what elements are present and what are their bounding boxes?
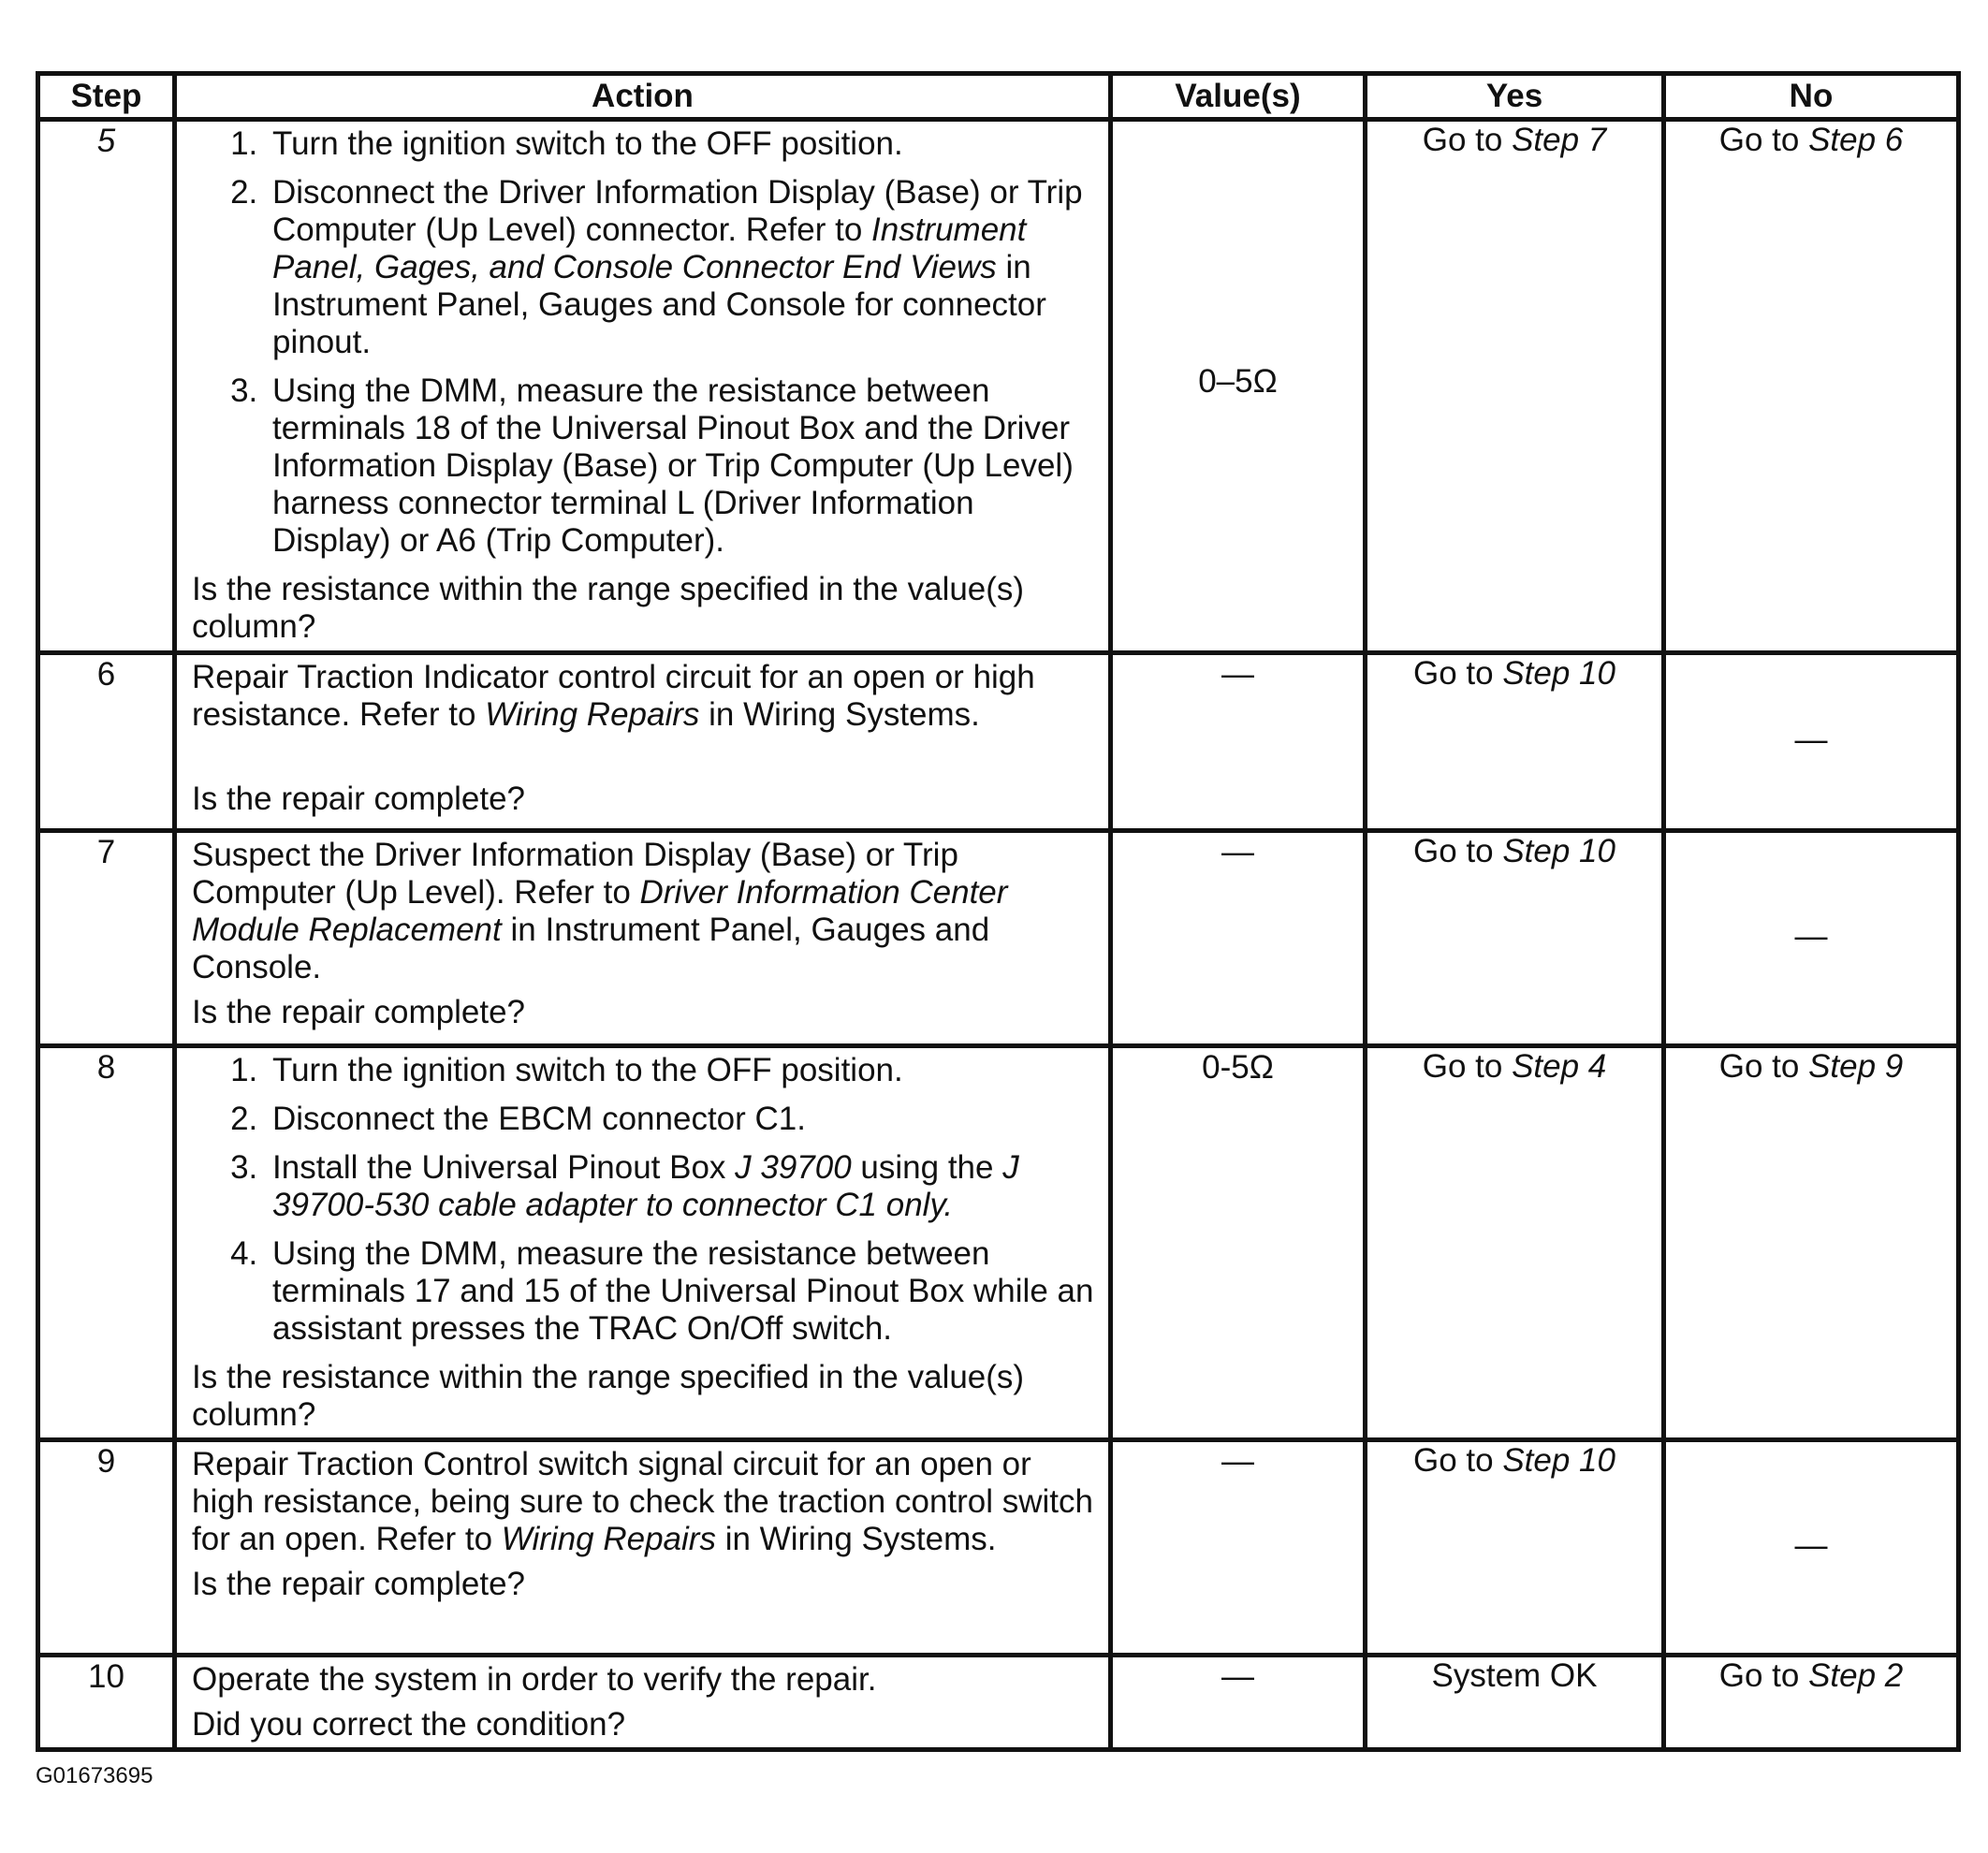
action-cell bbox=[175, 120, 1111, 653]
step-number: 6 bbox=[38, 653, 175, 831]
header-step: Step bbox=[38, 74, 175, 120]
step-number: 7 bbox=[38, 831, 175, 1046]
no-value: — bbox=[1664, 653, 1959, 831]
no-value: — bbox=[1664, 1440, 1959, 1656]
list-item: 2. Disconnect the Driver Information Display (Base) or Trip Computer (Up Level) connector. Refer to Instrument Panel, Gages, and Console Connector End Views in Instrument Panel, Gauges and Console for connector pinout. bbox=[267, 174, 1095, 361]
action-cell bbox=[175, 1440, 1111, 1656]
no-value: — bbox=[1664, 831, 1959, 1046]
figure-id: G01673695 bbox=[36, 1763, 153, 1788]
action-text: Operate the system in order to verify the repair. bbox=[192, 1661, 877, 1698]
yes-link[interactable]: Go to Step 10 bbox=[1366, 1440, 1664, 1656]
no-link[interactable]: Go to Step 2 bbox=[1664, 1656, 1959, 1750]
list-item: 2. Disconnect the EBCM connector C1. bbox=[267, 1101, 1095, 1138]
action-list bbox=[192, 125, 1095, 560]
table-row bbox=[38, 1440, 1959, 1656]
question-text: Is the repair complete? bbox=[192, 1566, 526, 1602]
list-item: 3. Install the Universal Pinout Box J 39700 using the J 39700-530 cable adapter to connector C1 only. bbox=[267, 1149, 1095, 1224]
header-yes: Yes bbox=[1366, 74, 1664, 120]
action-cell bbox=[175, 1046, 1111, 1440]
yes-link[interactable]: Go to Step 10 bbox=[1366, 653, 1664, 831]
table-row bbox=[38, 1656, 1959, 1750]
value-cell: — bbox=[1111, 653, 1366, 831]
step-number: 10 bbox=[38, 1656, 175, 1750]
question-text: Is the resistance within the range specified in the value(s) column? bbox=[192, 571, 1025, 645]
action-text: Repair Traction Control switch signal circuit for an open or high resistance, being sure to check the traction control switch for an open. Refer to Wiring Repairs in Wiring Systems. bbox=[192, 1446, 1093, 1557]
table-row bbox=[38, 120, 1959, 653]
action-list bbox=[192, 1052, 1095, 1348]
step-number: 9 bbox=[38, 1440, 175, 1656]
header-values: Value(s) bbox=[1111, 74, 1366, 120]
table-row bbox=[38, 831, 1959, 1046]
value-cell: — bbox=[1111, 1656, 1366, 1750]
question-text: Is the repair complete? bbox=[192, 994, 526, 1030]
table-row bbox=[38, 1046, 1959, 1440]
list-item: 1. Turn the ignition switch to the OFF position. bbox=[267, 1052, 1095, 1089]
action-text: Suspect the Driver Information Display (Base) or Trip Computer (Up Level). Refer to Driver Information Center Module Replacement in Instrument Panel, Gauges and Console. bbox=[192, 837, 1008, 985]
yes-result: System OK bbox=[1366, 1656, 1664, 1750]
header-no: No bbox=[1664, 74, 1959, 120]
step-number: 5 bbox=[38, 120, 175, 653]
question-text: Is the resistance within the range specified in the value(s) column? bbox=[192, 1359, 1025, 1433]
action-cell bbox=[175, 831, 1111, 1046]
diagnostic-table bbox=[36, 71, 1961, 1752]
no-link[interactable]: Go to Step 6 bbox=[1664, 120, 1959, 653]
value-cell: — bbox=[1111, 1440, 1366, 1656]
list-item: 4. Using the DMM, measure the resistance between terminals 17 and 15 of the Universal Pinout Box while an assistant presses the TRAC On/Off switch. bbox=[267, 1235, 1095, 1348]
action-text: Repair Traction Indicator control circuit for an open or high resistance. Refer to Wiring Repairs in Wiring Systems. bbox=[192, 659, 1035, 733]
yes-link[interactable]: Go to Step 7 bbox=[1366, 120, 1664, 653]
value-cell: 0–5Ω bbox=[1111, 120, 1366, 653]
list-item: 1. Turn the ignition switch to the OFF position. bbox=[267, 125, 1095, 163]
header-action: Action bbox=[175, 74, 1111, 120]
yes-link[interactable]: Go to Step 10 bbox=[1366, 831, 1664, 1046]
action-cell bbox=[175, 653, 1111, 831]
value-cell: 0-5Ω bbox=[1111, 1046, 1366, 1440]
action-cell bbox=[175, 1656, 1111, 1750]
yes-link[interactable]: Go to Step 4 bbox=[1366, 1046, 1664, 1440]
no-link[interactable]: Go to Step 9 bbox=[1664, 1046, 1959, 1440]
question-text: Is the repair complete? bbox=[192, 781, 526, 817]
question-text: Did you correct the condition? bbox=[192, 1706, 626, 1743]
table-row bbox=[38, 653, 1959, 831]
value-cell: — bbox=[1111, 831, 1366, 1046]
list-item: 3. Using the DMM, measure the resistance between terminals 18 of the Universal Pinout Box and the Driver Information Display (Base) or Trip Computer (Up Level) harness connector terminal L (Driver Information Display) or A6 (Trip Computer). bbox=[267, 372, 1095, 560]
step-number: 8 bbox=[38, 1046, 175, 1440]
header-row bbox=[38, 74, 1959, 120]
